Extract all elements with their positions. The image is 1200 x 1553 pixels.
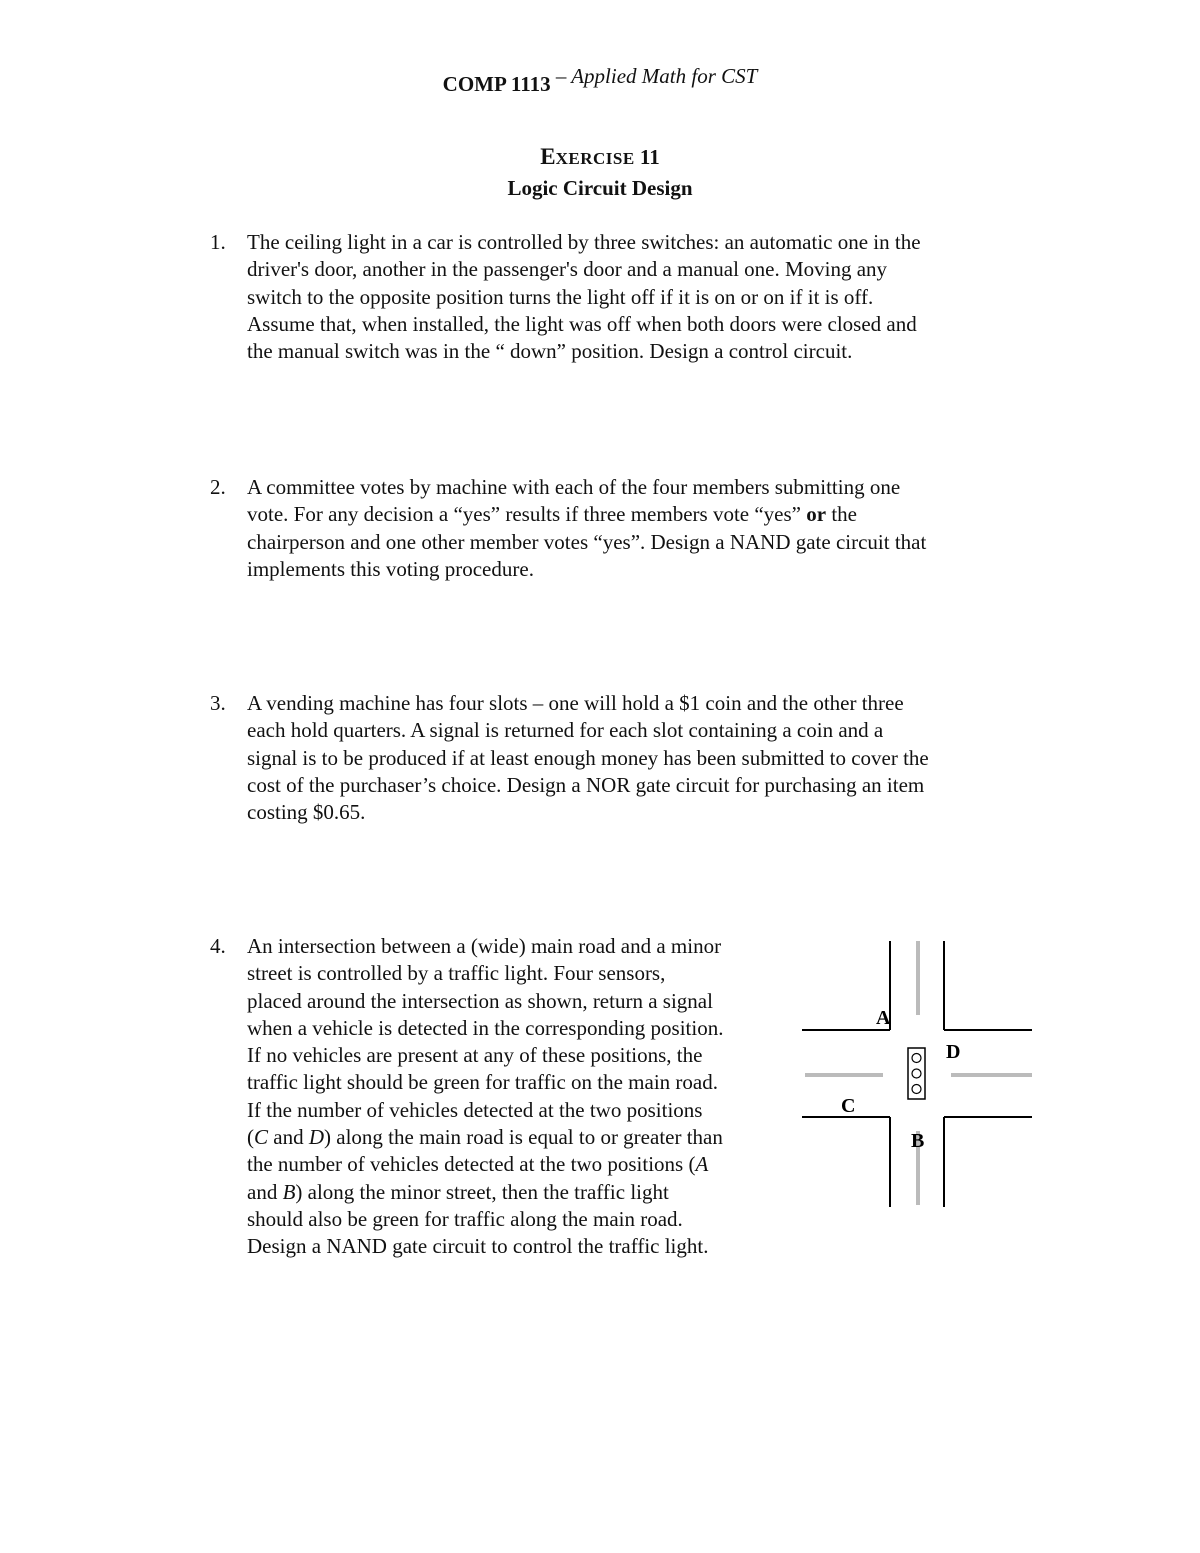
variable-c: C: [254, 1125, 269, 1150]
variable-d: D: [308, 1125, 325, 1150]
exercise-title: Logic Circuit Design: [507, 176, 693, 200]
question-number: 2.: [210, 475, 226, 499]
course-code: COMP 1113: [442, 72, 551, 96]
exercise-prefix-small: XERCISE: [555, 149, 635, 168]
exercise-heading: [0, 144, 1200, 170]
question-text: the: [826, 502, 857, 527]
sensor-label-b: B: [911, 1130, 925, 1152]
question-number: 3.: [210, 691, 226, 715]
question-line: when a vehicle is detected in the corresponding position.: [247, 1015, 724, 1040]
question-line: switch to the opposite position turns the light off if it is on or on if it is off.: [247, 284, 874, 309]
exercise-prefix-big: E: [540, 144, 556, 169]
course-header: [0, 64, 1200, 97]
traffic-light-lamp: [912, 1054, 921, 1063]
question-line: placed around the intersection as shown, return a signal: [247, 988, 713, 1013]
traffic-light-lamp: [912, 1069, 921, 1078]
sensor-label-a: A: [876, 1007, 891, 1029]
question-line: should also be green for traffic along the main road.: [247, 1206, 683, 1231]
sensor-label-c: C: [841, 1095, 856, 1117]
question-line: Assume that, when installed, the light was off when both doors were closed and: [247, 311, 917, 336]
intersection-diagram: [795, 935, 1040, 1215]
question-text: the number of vehicles detected at the two positions (: [247, 1152, 696, 1177]
course-subtitle: – Applied Math for CST: [550, 64, 758, 88]
question-line: implements this voting procedure.: [247, 556, 534, 581]
question-number: 4.: [210, 934, 226, 958]
question-line: The ceiling light in a car is controlled by three switches: an automatic one in the: [247, 230, 921, 254]
question-line: An intersection between a (wide) main road and a minor: [247, 934, 722, 958]
question-text: and: [268, 1125, 309, 1150]
question-line: A vending machine has four slots – one will hold a $1 coin and the other three: [247, 691, 904, 715]
question-line: driver's door, another in the passenger's door and a manual one. Moving any: [247, 257, 888, 282]
question-line: traffic light should be green for traffic on the main road.: [247, 1070, 718, 1095]
question-text: (: [247, 1125, 254, 1150]
question-line: [247, 1179, 723, 1206]
question-text: ) along the main road is equal to or greater than: [324, 1125, 723, 1150]
sensor-label-d: D: [946, 1041, 961, 1063]
question-line: If the number of vehicles detected at the two positions: [247, 1097, 703, 1122]
question-line: Design a NAND gate circuit to control the traffic light.: [247, 1234, 709, 1259]
question-line: the manual switch was in the “ down” position. Design a control circuit.: [247, 339, 853, 364]
question-line: If no vehicles are present at any of these positions, the: [247, 1043, 703, 1068]
question-number: 1.: [210, 230, 226, 254]
question-line: [247, 501, 926, 528]
question-line: signal is to be produced if at least enough money has been submitted to cover the: [247, 745, 929, 770]
variable-b: B: [282, 1179, 296, 1204]
question-line: each hold quarters. A signal is returned for each slot containing a coin and a: [247, 718, 884, 743]
emphasis-or: or: [806, 502, 827, 527]
question-line: cost of the purchaser’s choice. Design a NOR gate circuit for purchasing an item: [247, 772, 925, 797]
question-text: and: [247, 1179, 283, 1204]
question-line: [247, 1124, 723, 1151]
traffic-light-lamp: [912, 1085, 921, 1094]
exercise-number: 11: [634, 145, 660, 169]
question-line: chairperson and one other member votes “yes”. Design a NAND gate circuit that: [247, 529, 927, 554]
question-line: street is controlled by a traffic light. Four sensors,: [247, 961, 666, 986]
question-text: ) along the minor street, then the traffic light: [295, 1179, 669, 1204]
question-line: A committee votes by machine with each of the four members submitting one: [247, 475, 901, 499]
variable-a: A: [695, 1152, 709, 1177]
question-line: costing $0.65.: [247, 800, 366, 825]
question-text: vote. For any decision a “yes” results if three members vote “yes”: [247, 502, 807, 527]
question-line: [247, 1151, 723, 1178]
